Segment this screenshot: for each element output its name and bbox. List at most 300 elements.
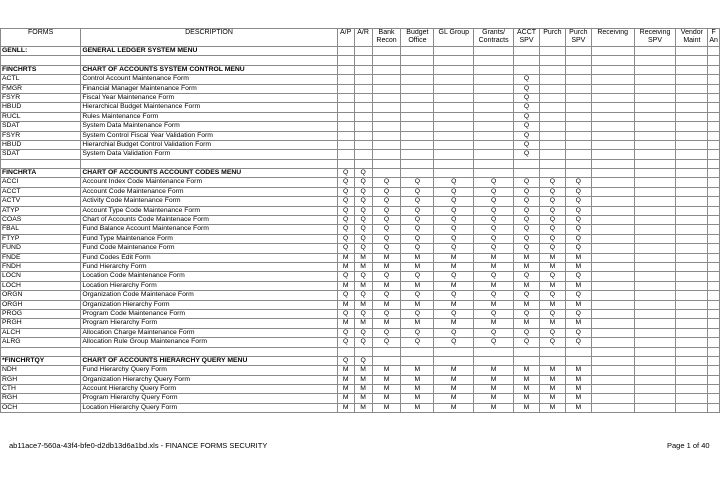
form-row	[1, 225, 720, 234]
column-header: Receiving	[591, 29, 634, 47]
permission-cell	[354, 131, 372, 140]
permission-cell: Q	[401, 309, 434, 318]
permission-cell	[434, 112, 474, 121]
permission-cell: Q	[539, 272, 565, 281]
permission-cell: Q	[514, 328, 540, 337]
permission-cell: M	[539, 300, 565, 309]
permission-cell	[676, 84, 708, 93]
permission-cell	[634, 112, 676, 121]
permission-cell: M	[514, 300, 540, 309]
permission-cell: Q	[372, 272, 401, 281]
permission-cell: Q	[401, 234, 434, 243]
permission-cell: Q	[514, 93, 540, 102]
permission-cell	[708, 159, 720, 168]
form-code: FINCHRTS	[1, 65, 81, 74]
permission-cell: Q	[514, 187, 540, 196]
form-row	[1, 253, 720, 262]
form-code	[1, 56, 81, 65]
permission-cell: Q	[337, 234, 354, 243]
permission-cell: Q	[354, 328, 372, 337]
permission-cell	[565, 47, 591, 56]
permission-cell	[565, 122, 591, 131]
permission-cell	[634, 206, 676, 215]
permission-cell	[676, 103, 708, 112]
form-code: CTH	[1, 385, 81, 394]
permission-cell	[372, 150, 401, 159]
permission-cell	[539, 103, 565, 112]
permission-cell	[401, 169, 434, 178]
form-row	[1, 328, 720, 337]
section-row	[1, 356, 720, 365]
permission-cell: M	[354, 394, 372, 403]
permission-cell	[354, 140, 372, 149]
permission-cell: Q	[514, 150, 540, 159]
permission-cell	[708, 385, 720, 394]
permission-cell	[372, 122, 401, 131]
form-code: PROG	[1, 309, 81, 318]
permission-cell	[634, 103, 676, 112]
permission-cell: Q	[372, 244, 401, 253]
permission-cell	[708, 403, 720, 412]
permission-cell	[372, 140, 401, 149]
permission-cell: M	[337, 300, 354, 309]
permission-cell: Q	[434, 206, 474, 215]
header-row	[1, 29, 720, 47]
permission-cell	[591, 403, 634, 412]
permission-cell: Q	[474, 225, 514, 234]
permission-cell: M	[337, 262, 354, 271]
permission-cell: M	[565, 366, 591, 375]
permission-cell	[708, 291, 720, 300]
permission-cell: Q	[337, 197, 354, 206]
permission-cell	[708, 131, 720, 140]
permission-cell: Q	[434, 244, 474, 253]
permission-cell	[634, 216, 676, 225]
form-description: Program Hierarchy Query Form	[81, 394, 337, 403]
permission-cell	[337, 65, 354, 74]
permission-cell	[676, 253, 708, 262]
permission-cell: Q	[514, 244, 540, 253]
permission-cell: Q	[337, 291, 354, 300]
permission-cell	[634, 65, 676, 74]
form-description: Account Type Code Maintenance Form	[81, 206, 337, 215]
permission-cell: Q	[565, 197, 591, 206]
permission-cell: Q	[372, 216, 401, 225]
form-description: Location Hierarchy Form	[81, 281, 337, 290]
permission-cell	[474, 93, 514, 102]
form-description: Hierarchical Budget Maintenance Form	[81, 103, 337, 112]
permission-cell: Q	[434, 234, 474, 243]
permission-cell	[514, 65, 540, 74]
form-description: System Data Validation Form	[81, 150, 337, 159]
permission-cell: Q	[565, 272, 591, 281]
form-row	[1, 187, 720, 196]
permission-cell	[591, 262, 634, 271]
permission-cell	[676, 281, 708, 290]
permission-cell: M	[337, 385, 354, 394]
permission-cell	[565, 140, 591, 149]
permission-cell: Q	[514, 112, 540, 121]
form-row	[1, 178, 720, 187]
permission-cell: M	[337, 366, 354, 375]
permission-cell: M	[474, 319, 514, 328]
permission-cell	[539, 84, 565, 93]
column-header: Purch SPV	[565, 29, 591, 47]
form-code: PRGH	[1, 319, 81, 328]
permission-cell	[676, 65, 708, 74]
form-row	[1, 291, 720, 300]
permission-cell	[565, 93, 591, 102]
permission-cell	[676, 338, 708, 347]
permission-cell	[337, 103, 354, 112]
permission-cell	[591, 169, 634, 178]
permission-cell	[708, 338, 720, 347]
permission-cell	[708, 197, 720, 206]
permission-cell	[634, 272, 676, 281]
permission-cell	[708, 187, 720, 196]
permission-cell	[676, 56, 708, 65]
permission-cell: M	[434, 300, 474, 309]
permission-cell	[372, 47, 401, 56]
permission-cell	[591, 216, 634, 225]
permission-cell	[591, 122, 634, 131]
permission-cell	[514, 47, 540, 56]
permission-cell	[539, 56, 565, 65]
permission-cell	[372, 159, 401, 168]
permission-cell	[591, 291, 634, 300]
permission-cell	[591, 47, 634, 56]
permission-cell: Q	[354, 291, 372, 300]
form-description: Allocation Rule Group Maintenance Form	[81, 338, 337, 347]
permission-cell	[591, 197, 634, 206]
permission-cell	[708, 356, 720, 365]
permission-cell: Q	[514, 338, 540, 347]
form-code: HBUD	[1, 140, 81, 149]
permission-cell: Q	[514, 103, 540, 112]
permission-cell	[634, 366, 676, 375]
permission-cell: Q	[401, 291, 434, 300]
permission-cell: Q	[514, 272, 540, 281]
permission-cell	[634, 262, 676, 271]
form-row	[1, 385, 720, 394]
permission-cell	[372, 103, 401, 112]
permission-cell: M	[401, 375, 434, 384]
form-code: ATYP	[1, 206, 81, 215]
permission-cell: M	[354, 253, 372, 262]
form-code: SDAT	[1, 150, 81, 159]
form-code: FINCHRTA	[1, 169, 81, 178]
permission-cell: Q	[539, 328, 565, 337]
permission-cell	[708, 75, 720, 84]
permission-cell: Q	[539, 309, 565, 318]
permission-cell: Q	[565, 178, 591, 187]
permission-cell	[591, 300, 634, 309]
column-header: Vendor Maint	[676, 29, 708, 47]
permission-cell	[634, 178, 676, 187]
permission-cell	[591, 272, 634, 281]
permission-cell: M	[372, 394, 401, 403]
permission-cell	[634, 347, 676, 356]
permission-cell: M	[434, 385, 474, 394]
permission-cell	[539, 131, 565, 140]
permission-cell	[634, 84, 676, 93]
permission-cell: M	[514, 262, 540, 271]
permission-cell: Q	[565, 216, 591, 225]
permission-cell	[676, 347, 708, 356]
form-code: ACCT	[1, 187, 81, 196]
form-row	[1, 272, 720, 281]
form-description: Account Code Maintenance Form	[81, 187, 337, 196]
permission-cell: M	[401, 253, 434, 262]
permission-cell	[708, 112, 720, 121]
permission-cell: Q	[337, 216, 354, 225]
form-row	[1, 131, 720, 140]
permission-cell	[634, 140, 676, 149]
form-description: GENERAL LEDGER SYSTEM MENU	[81, 47, 337, 56]
permission-cell: Q	[354, 234, 372, 243]
permission-cell	[676, 150, 708, 159]
form-row	[1, 375, 720, 384]
permission-cell	[708, 347, 720, 356]
permission-cell: M	[372, 375, 401, 384]
permission-cell: M	[354, 319, 372, 328]
permission-cell	[676, 131, 708, 140]
permission-cell	[337, 56, 354, 65]
section-row	[1, 47, 720, 56]
permission-cell	[539, 347, 565, 356]
permission-cell	[372, 75, 401, 84]
permission-cell	[434, 150, 474, 159]
permission-cell: Q	[372, 197, 401, 206]
permission-cell	[676, 75, 708, 84]
form-description	[81, 56, 337, 65]
blank-row	[1, 347, 720, 356]
permission-cell: M	[474, 262, 514, 271]
permission-cell: Q	[474, 309, 514, 318]
permission-cell	[591, 75, 634, 84]
form-code: FBAL	[1, 225, 81, 234]
permission-cell	[337, 93, 354, 102]
permission-cell	[634, 75, 676, 84]
permission-cell: Q	[354, 309, 372, 318]
column-header: Grants/ Contracts	[474, 29, 514, 47]
permission-cell: M	[514, 394, 540, 403]
permission-cell: Q	[372, 338, 401, 347]
permission-cell	[337, 159, 354, 168]
permission-cell: M	[434, 375, 474, 384]
permission-cell: Q	[372, 328, 401, 337]
permission-cell: Q	[372, 309, 401, 318]
form-row	[1, 75, 720, 84]
column-header: GL Group	[434, 29, 474, 47]
permission-cell: M	[565, 385, 591, 394]
permission-cell: M	[337, 253, 354, 262]
permission-cell	[401, 122, 434, 131]
column-header: ACCT SPV	[514, 29, 540, 47]
permission-cell	[434, 93, 474, 102]
permission-cell	[708, 375, 720, 384]
permission-cell	[372, 356, 401, 365]
permission-cell	[708, 178, 720, 187]
permission-cell: M	[372, 366, 401, 375]
form-row	[1, 197, 720, 206]
permission-cell	[474, 150, 514, 159]
permission-cell: Q	[434, 309, 474, 318]
form-row	[1, 140, 720, 149]
permission-cell: Q	[474, 328, 514, 337]
permission-cell	[401, 140, 434, 149]
permission-cell: Q	[565, 206, 591, 215]
permission-cell: Q	[565, 234, 591, 243]
permission-cell	[434, 122, 474, 131]
permission-cell: Q	[337, 178, 354, 187]
permission-cell	[591, 394, 634, 403]
permission-cell	[634, 319, 676, 328]
permission-cell: M	[539, 403, 565, 412]
permission-cell: Q	[337, 356, 354, 365]
permission-cell	[591, 366, 634, 375]
permission-cell	[676, 328, 708, 337]
permission-cell: M	[539, 253, 565, 262]
permission-cell	[372, 93, 401, 102]
permission-cell: Q	[354, 272, 372, 281]
permission-cell: Q	[514, 309, 540, 318]
column-header: A/R	[354, 29, 372, 47]
permission-cell: M	[401, 366, 434, 375]
form-row	[1, 93, 720, 102]
column-header: DESCRIPTION	[81, 29, 337, 47]
blank-row	[1, 56, 720, 65]
permission-cell	[676, 140, 708, 149]
permission-cell: M	[434, 319, 474, 328]
permission-cell	[676, 291, 708, 300]
permission-cell	[434, 131, 474, 140]
permission-cell: Q	[401, 206, 434, 215]
permission-cell: Q	[474, 206, 514, 215]
permission-cell: Q	[539, 178, 565, 187]
form-code	[1, 347, 81, 356]
permission-cell	[514, 169, 540, 178]
form-code: *FINCHRTQY	[1, 356, 81, 365]
permission-cell	[634, 338, 676, 347]
permission-cell: Q	[354, 225, 372, 234]
permission-cell: M	[474, 375, 514, 384]
permission-cell	[474, 47, 514, 56]
permission-cell: Q	[514, 197, 540, 206]
permission-cell	[401, 159, 434, 168]
form-description: Location Hierarchy Query Form	[81, 403, 337, 412]
permission-cell	[708, 47, 720, 56]
permission-cell	[354, 56, 372, 65]
permission-cell	[708, 366, 720, 375]
permission-cell: M	[514, 319, 540, 328]
permission-cell: M	[514, 253, 540, 262]
permission-cell: M	[354, 375, 372, 384]
permission-cell	[565, 347, 591, 356]
permission-cell: Q	[354, 338, 372, 347]
permission-cell: Q	[565, 309, 591, 318]
form-row	[1, 122, 720, 131]
permission-cell: Q	[539, 187, 565, 196]
permission-cell	[634, 394, 676, 403]
form-row	[1, 84, 720, 93]
permission-cell	[337, 112, 354, 121]
column-header: Bank Recon	[372, 29, 401, 47]
permission-cell	[708, 309, 720, 318]
permission-cell: Q	[372, 234, 401, 243]
permission-cell	[676, 225, 708, 234]
permission-cell	[708, 234, 720, 243]
permission-cell	[514, 347, 540, 356]
permission-cell	[372, 347, 401, 356]
permission-cell	[401, 56, 434, 65]
permission-cell: Q	[337, 225, 354, 234]
permission-cell	[676, 206, 708, 215]
permission-cell	[337, 131, 354, 140]
permission-cell	[434, 140, 474, 149]
form-code: SDAT	[1, 122, 81, 131]
permission-cell	[539, 47, 565, 56]
permission-cell: Q	[514, 131, 540, 140]
permission-cell: M	[434, 262, 474, 271]
permission-cell: M	[539, 319, 565, 328]
permission-cell: Q	[514, 75, 540, 84]
permission-cell	[676, 159, 708, 168]
form-description: Hierarchial Budget Control Validation Form	[81, 140, 337, 149]
permission-cell: Q	[372, 291, 401, 300]
permission-cell: M	[434, 281, 474, 290]
permission-cell: Q	[539, 244, 565, 253]
permission-cell	[634, 356, 676, 365]
form-code: GENLL:	[1, 47, 81, 56]
permission-cell	[337, 347, 354, 356]
permission-cell: Q	[401, 272, 434, 281]
permission-cell	[708, 122, 720, 131]
permission-cell: Q	[434, 338, 474, 347]
permission-cell: M	[565, 300, 591, 309]
permission-cell: M	[539, 375, 565, 384]
permission-cell: M	[434, 366, 474, 375]
permission-cell: Q	[337, 206, 354, 215]
permission-cell	[591, 385, 634, 394]
permission-cell	[634, 169, 676, 178]
form-description: Fund Type Maintenance Form	[81, 234, 337, 243]
permission-cell: M	[434, 253, 474, 262]
footer-page-number: Page 1 of 40	[667, 441, 710, 450]
permission-cell: Q	[434, 178, 474, 187]
permission-cell: M	[434, 394, 474, 403]
permission-cell: M	[565, 253, 591, 262]
permission-cell: Q	[565, 338, 591, 347]
permission-cell	[565, 103, 591, 112]
permission-cell	[372, 84, 401, 93]
permission-cell	[474, 347, 514, 356]
permission-cell	[676, 403, 708, 412]
permission-cell	[708, 150, 720, 159]
permission-cell	[354, 103, 372, 112]
form-row	[1, 300, 720, 309]
permission-cell	[372, 169, 401, 178]
permission-cell: Q	[372, 187, 401, 196]
permission-cell: Q	[539, 234, 565, 243]
permission-cell: Q	[514, 122, 540, 131]
form-row	[1, 319, 720, 328]
permission-cell: M	[539, 281, 565, 290]
permission-cell	[565, 150, 591, 159]
permission-cell	[591, 338, 634, 347]
permission-cell	[539, 356, 565, 365]
permission-cell	[354, 159, 372, 168]
